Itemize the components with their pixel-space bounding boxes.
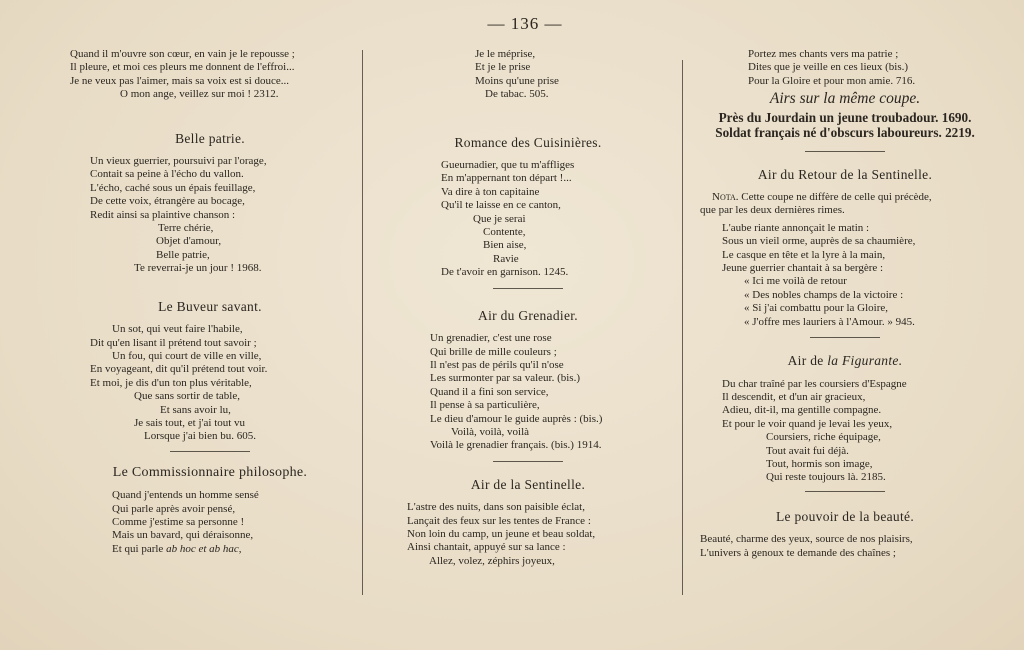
verse-line: Je ne veux pas l'aimer, mais sa voix est si douce... bbox=[70, 74, 290, 87]
verse-line bbox=[62, 543, 358, 556]
verse-line: Gueurnadier, que tu m'affliges bbox=[441, 159, 575, 172]
section-ornament bbox=[493, 461, 563, 462]
song-buveur-savant bbox=[62, 323, 358, 444]
verse-line: Quand j'entends un homme sensé bbox=[112, 489, 259, 502]
song-air-figurante bbox=[700, 378, 990, 485]
verse-line: Et moi, je dis d'un ton plus véritable, bbox=[90, 376, 252, 389]
verse-line: Voilà le grenadier français. (bis.) 1914. bbox=[430, 439, 602, 452]
verse-line: Mais un bavard, qui déraisonne, bbox=[112, 529, 254, 542]
verse-line: Qu'il te laisse en ce canton, bbox=[441, 199, 561, 212]
verse-line: Sous un vieil orme, auprès de sa chaumière, bbox=[722, 235, 916, 248]
verse-line: Je le méprise, bbox=[475, 48, 536, 60]
verse-line: De cette voix, étrangère au bocage, bbox=[90, 195, 245, 208]
verse-line: O mon ange, veillez sur moi ! 2312. bbox=[120, 88, 279, 101]
verse-line: Lançait des feux sur les tentes de France : bbox=[407, 514, 591, 527]
section-ornament bbox=[493, 288, 563, 289]
verse-line: L'astre des nuits, dans son paisible éclat, bbox=[407, 501, 585, 514]
nota-text: Cette coupe ne diffère de celle qui précède, bbox=[738, 191, 932, 204]
verse-line: « Des nobles champs de la victoire : bbox=[744, 288, 904, 301]
song-title-grenadier: Air du Grenadier. bbox=[478, 307, 578, 323]
verse-line: Un vieux guerrier, poursuivi par l'orage, bbox=[90, 155, 267, 168]
title-italic: la Figurante. bbox=[827, 353, 903, 369]
verse-line: L'aube riante annonçait le matin : bbox=[722, 221, 870, 234]
verse-line: Terre chérie, bbox=[158, 222, 214, 235]
song-title-sentinelle: Air de la Sentinelle. bbox=[470, 476, 586, 492]
song-commissionnaire bbox=[62, 489, 358, 556]
verse-line: De t'avoir en garnison. 1245. bbox=[441, 266, 569, 279]
verse-line: Voilà, voilà, voilà bbox=[451, 425, 530, 438]
verse-line: Tout, hormis son image, bbox=[766, 457, 873, 470]
verse-line: Le dieu d'amour le guide auprès : (bis.) bbox=[430, 412, 603, 425]
verse-line: De tabac. 505. bbox=[485, 88, 549, 101]
section-title-airs-meme-coupe: Airs sur la même coupe. bbox=[769, 90, 921, 108]
verse-line: Dit qu'en lisant il prétend tout savoir ; bbox=[90, 336, 257, 349]
verse-line: Dites que je veille en ces lieux (bis.) bbox=[748, 61, 909, 74]
song-air-grenadier bbox=[397, 332, 659, 453]
verse-line: Et pour le voir quand je levai les yeux, bbox=[722, 417, 893, 430]
verse-line: L'univers à genoux te demande des chaînes ; bbox=[700, 546, 896, 559]
song-intro-fragment bbox=[700, 48, 990, 88]
section-ornament bbox=[805, 151, 885, 152]
song-title-belle-patrie: Belle patrie. bbox=[175, 130, 245, 146]
verse-line: Un fou, qui court de ville en ville, bbox=[112, 349, 262, 362]
verse-line: « Ici me voilà de retour bbox=[744, 275, 847, 288]
verse-line: Ravie bbox=[493, 252, 519, 265]
song-title-retour-sentinelle: Air du Retour de la Sentinelle. bbox=[757, 166, 933, 182]
verse-line: Coursiers, riche équipage, bbox=[766, 431, 881, 444]
verse-line: Un grenadier, c'est une rose bbox=[430, 332, 552, 345]
verse-line: Qui reste toujours là. 2185. bbox=[766, 471, 886, 484]
column-left bbox=[62, 48, 358, 556]
section-ornament bbox=[805, 491, 885, 492]
verse-line: Qui brille de mille couleurs ; bbox=[430, 345, 557, 358]
verse-line: Les surmonter par sa valeur. (bis.) bbox=[430, 372, 580, 385]
verse-line: Allez, volez, zéphirs joyeux, bbox=[429, 554, 555, 567]
verse-line: « J'offre mes lauriers à l'Amour. » 945. bbox=[744, 315, 915, 328]
tune-reference: Près du Jourdain un jeune troubadour. 1690. bbox=[718, 109, 972, 125]
verse-line: Portez mes chants vers ma patrie ; bbox=[748, 48, 899, 60]
verse-line: Tout avait fui déjà. bbox=[766, 444, 849, 457]
verse-line: Quand il a fini son service, bbox=[430, 385, 549, 398]
tune-reference: Soldat français né d'obscurs laboureurs. 2219. bbox=[715, 125, 975, 141]
song-belle-patrie bbox=[62, 155, 358, 276]
verse-line: Belle patrie, bbox=[156, 248, 210, 261]
verse-line: Il pense à sa particulière, bbox=[430, 399, 540, 412]
verse-italic: ab hoc et ab hac, bbox=[166, 542, 242, 555]
verse-line: Du char traîné par les coursiers d'Espagne bbox=[722, 377, 907, 390]
song-title-pouvoir-beaute: Le pouvoir de la beauté. bbox=[775, 508, 915, 524]
verse-line: Pour la Gloire et pour mon amie. 716. bbox=[748, 74, 916, 87]
song-title-romance: Romance des Cuisinières. bbox=[454, 134, 602, 150]
nota-note-cont: que par les deux dernières rimes. bbox=[700, 204, 845, 217]
verse-line: Le casque en tête et la lyre à la main, bbox=[722, 248, 886, 261]
verse-line: Que je serai bbox=[473, 212, 526, 225]
verse-line: Contait sa peine à l'écho du vallon. bbox=[90, 168, 244, 181]
verse-line: Il descendit, et d'un air gracieux, bbox=[722, 390, 866, 403]
verse-line: Adieu, dit-il, ma gentille compagne. bbox=[722, 404, 882, 417]
song-intro-fragment bbox=[397, 48, 659, 102]
song-title-buveur-savant: Le Buveur savant. bbox=[158, 298, 262, 314]
verse-line: Bien aise, bbox=[483, 239, 527, 252]
verse-line: Non loin du camp, un jeune et beau soldat, bbox=[407, 527, 596, 540]
verse-line: Va dire à ton capitaine bbox=[441, 185, 540, 198]
column-divider-right bbox=[682, 60, 683, 595]
verse-line: Te reverrai-je un jour ! 1968. bbox=[134, 262, 262, 275]
verse-text: Et qui parle bbox=[112, 542, 167, 555]
verse-line: Je sais tout, et j'ai tout vu bbox=[134, 416, 246, 429]
section-ornament bbox=[170, 451, 250, 452]
verse-line: Comme j'estime sa personne ! bbox=[112, 515, 245, 528]
song-pouvoir-beaute bbox=[700, 533, 990, 560]
song-air-sentinelle bbox=[397, 501, 659, 568]
verse-line: Qui parle après avoir pensé, bbox=[112, 502, 236, 515]
verse-line: Objet d'amour, bbox=[156, 235, 222, 248]
column-middle bbox=[397, 48, 659, 568]
song-title-commissionnaire: Le Commissionnaire philosophe. bbox=[112, 464, 308, 480]
verse-line: Beauté, charme des yeux, source de nos plaisirs, bbox=[700, 533, 913, 546]
verse-line: Quand il m'ouvre son cœur, en vain je le repousse ; bbox=[70, 48, 295, 60]
nota-label: Nota. bbox=[712, 191, 739, 204]
verse-line: En voyageant, dit qu'il prétend tout voir. bbox=[90, 363, 268, 376]
song-intro-fragment bbox=[70, 48, 358, 102]
verse-line: Un sot, qui veut faire l'habile, bbox=[112, 323, 243, 336]
verse-line: Lorsque j'ai bien bu. 605. bbox=[144, 430, 256, 443]
verse-line: Il pleure, et moi ces pleurs me donnent de l'effroi... bbox=[70, 61, 295, 74]
verse-line: En m'appernant ton départ !... bbox=[441, 172, 572, 185]
column-divider-left bbox=[362, 50, 363, 595]
verse-line: Et je le prise bbox=[475, 61, 531, 74]
verse-line: Moins qu'une prise bbox=[475, 74, 559, 87]
verse-line: Il n'est pas de périls qu'il n'ose bbox=[430, 358, 564, 371]
verse-line: Redit ainsi sa plaintive chanson : bbox=[90, 208, 236, 221]
verse-line: « Si j'ai combattu pour la Gloire, bbox=[744, 302, 889, 315]
section-ornament bbox=[810, 337, 880, 338]
song-romance-cuisinieres bbox=[397, 159, 659, 280]
song-retour-sentinelle bbox=[700, 222, 990, 329]
verse-line: Que sans sortir de table, bbox=[134, 390, 240, 403]
verse-line: Et sans avoir lu, bbox=[160, 403, 231, 416]
verse-line: L'écho, caché sous un épais feuillage, bbox=[90, 181, 256, 194]
verse-line: Contente, bbox=[483, 226, 526, 239]
page-number: — 136 — bbox=[487, 14, 563, 33]
column-right bbox=[700, 48, 990, 560]
song-title-figurante bbox=[700, 354, 990, 367]
verse-line: Ainsi chantait, appuyé sur sa lance : bbox=[407, 541, 566, 554]
verse-line: Jeune guerrier chantait à sa bergère : bbox=[722, 262, 884, 275]
title-prefix: Air de bbox=[787, 353, 828, 369]
nota-note bbox=[700, 191, 990, 204]
